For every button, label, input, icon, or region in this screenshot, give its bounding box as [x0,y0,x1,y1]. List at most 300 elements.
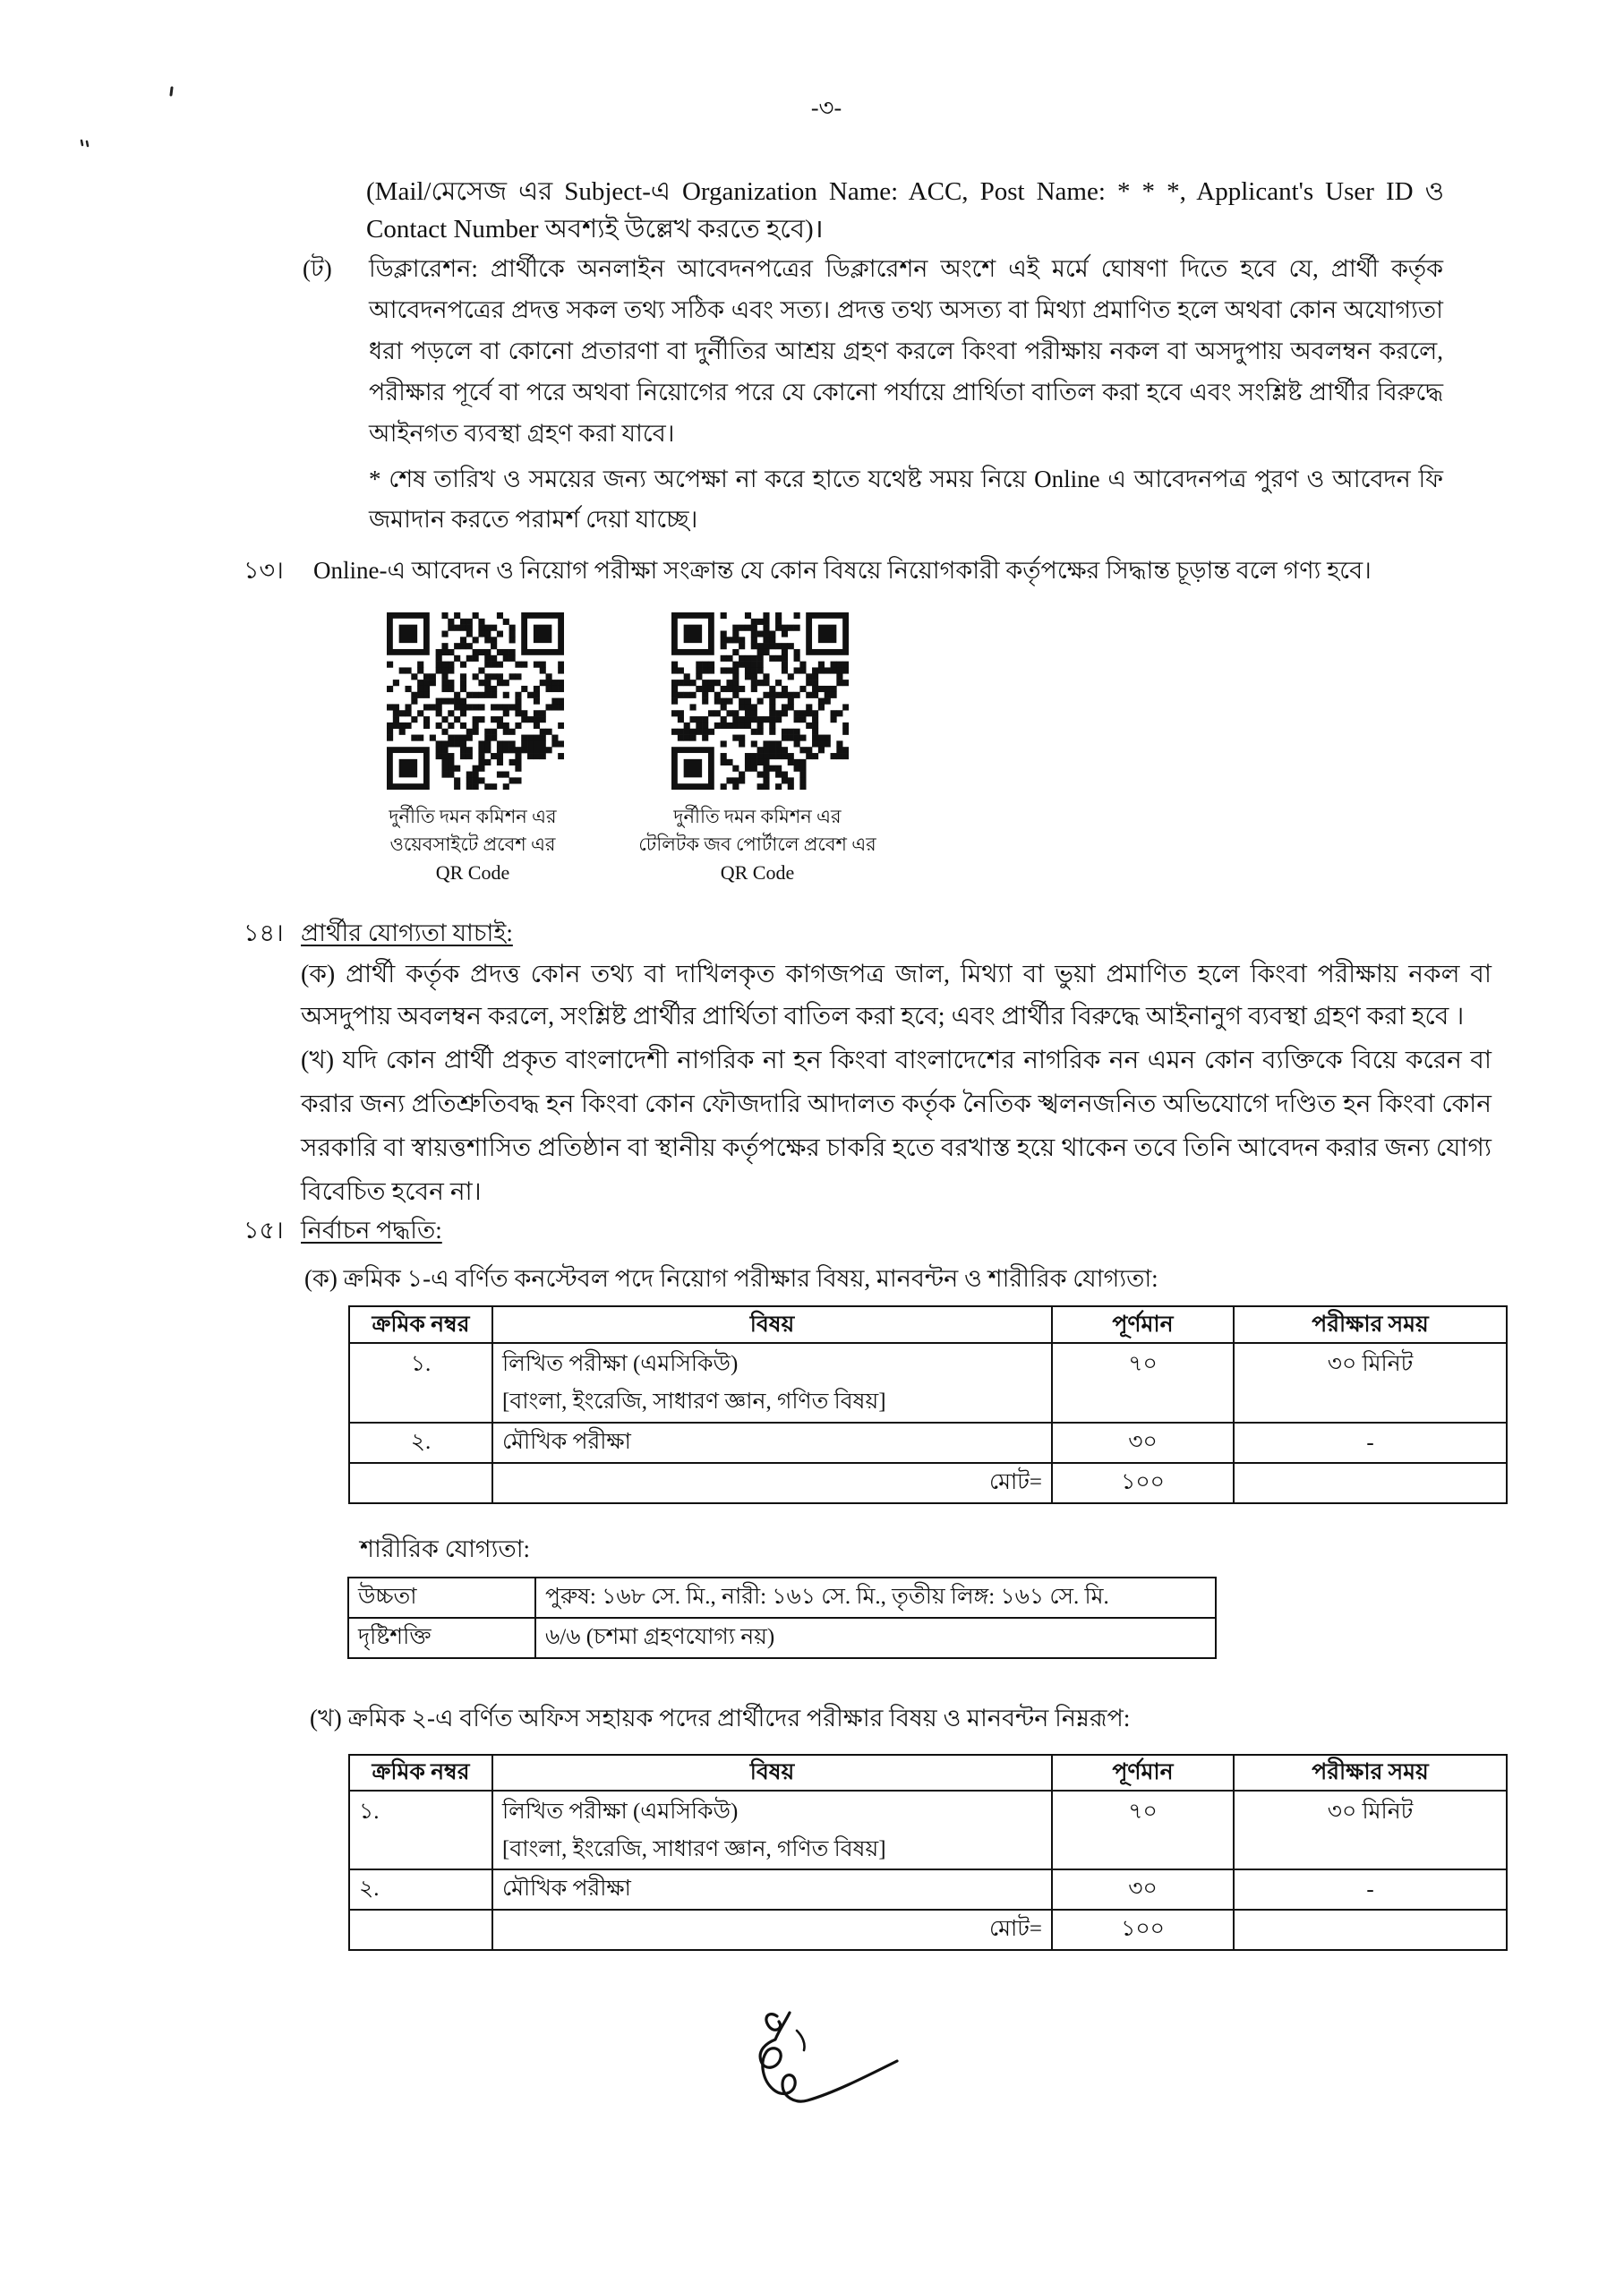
qr-module [818,686,825,692]
qr-module [825,667,831,673]
time-cell: - [1234,1869,1507,1910]
qr-module [521,716,527,723]
qr-module [473,777,479,783]
qr-module [484,692,491,698]
qr-module [745,759,751,765]
qr-module [515,753,521,759]
qr-module [509,673,516,680]
qr-module [732,777,739,783]
qr-module [721,698,727,705]
qr-module [782,777,788,783]
qr-module [794,692,800,698]
qr-module [745,723,751,729]
qr-module [393,704,399,710]
qr-module [812,716,818,723]
qr-module [721,612,727,619]
qr-module [497,723,503,729]
qr-module [417,686,423,692]
qr-module [448,772,454,778]
marks-cell: ৩০ [1052,1423,1234,1463]
qr-module [558,698,564,705]
qr-module [732,630,739,637]
qr-module [782,667,788,673]
qr-module [497,772,503,778]
qr-module [460,673,466,680]
qr-module [806,710,812,716]
qr-module [732,735,739,741]
qr-module [491,716,497,723]
qr-module [782,735,788,741]
qr-module [460,686,466,692]
qr-module [696,673,702,680]
qr-module [757,783,764,790]
qr-module [751,673,757,680]
qr-module [460,747,466,753]
serial-cell: ১. [349,1791,492,1869]
marks-cell: ৩০ [1052,1869,1234,1910]
qr-module [763,680,769,686]
declaration-marker: (ট) [303,255,332,282]
qr-module [799,662,806,668]
qr-module [491,753,497,759]
signature [743,2004,904,2120]
qr-module [436,655,442,662]
qr-module [812,667,818,673]
qr-module [497,747,503,753]
qr-module [799,783,806,790]
qr-module [515,710,521,716]
qr-module [546,747,552,753]
qr-module [399,710,406,716]
qr-module [788,735,794,741]
qr-module [806,747,812,753]
qr-module [739,740,745,747]
qr-module [794,729,800,735]
qr-module [534,753,540,759]
qr-module [473,649,479,655]
qr-module [454,740,460,747]
qr-module [696,723,702,729]
qr-module [782,655,788,662]
qr-module [689,680,696,686]
qr-module [769,643,775,649]
qr-module [708,686,714,692]
qr-module [509,729,516,735]
qr-module [757,759,764,765]
qr-module [478,619,484,625]
qr-module [454,612,460,619]
qr-module [454,716,460,723]
qr-module [757,662,764,668]
qr-module [503,655,509,662]
qr-module [825,740,831,747]
qr-module [702,735,708,741]
qr-module [708,729,714,735]
empty-cell [349,1463,492,1503]
qr-module [503,704,509,710]
qr-module [702,680,708,686]
qr-module [478,667,484,673]
qr-module [399,667,406,673]
qr-module [441,740,448,747]
qr-module [714,710,721,716]
header-full-marks: পূর্ণমান [1052,1306,1234,1343]
qr-module [491,655,497,662]
qr-module [551,698,558,705]
qr-module [818,747,825,753]
qr-module [509,625,516,631]
qr-module [842,667,849,673]
qr-module [411,673,417,680]
qr-module [769,710,775,716]
qr-module [696,662,702,668]
qr-module [702,686,708,692]
qr-module [763,740,769,747]
qr-module [812,735,818,741]
qr-module [497,753,503,759]
qr-module [775,716,782,723]
qr-module [702,729,708,735]
qr-module [448,723,454,729]
qr-module [836,662,842,668]
qr-module [466,735,473,741]
qr-module [708,667,714,673]
qr-module [478,692,484,698]
qr-module [546,686,552,692]
qr-module [745,704,751,710]
qr-module [775,740,782,747]
qr-module [671,686,678,692]
qr-module [466,777,473,783]
website-qr-caption [338,803,607,886]
qr-module [721,704,727,710]
qr-module [831,716,837,723]
qr-module [478,704,484,710]
qr-module [726,655,732,662]
website-qr-code [387,612,564,790]
qr-module [751,740,757,747]
qr-module [441,686,448,692]
item-text: ক্রমিক ১-এ বর্ণিত কনস্টেবল পদে নিয়োগ পরীক্ষার বিষয়, মানবন্টন ও শারীরিক যোগ্যতা: [343,1265,1158,1292]
qr-module [491,704,497,710]
qr-module [478,630,484,637]
qr-module [448,698,454,705]
qr-module [466,643,473,649]
qr-module [842,704,849,710]
qr-module [551,686,558,692]
section-15-heading: নির্বাচন পদ্ধতি: [301,1217,442,1244]
qr-module [473,637,479,643]
qr-module [782,625,788,631]
qr-module [473,716,479,723]
qr-module [757,630,764,637]
qr-module [812,673,818,680]
qr-module [405,704,411,710]
qr-module [714,692,721,698]
qr-module [417,680,423,686]
constable-intro [304,1258,1504,1299]
qr-module [788,729,794,735]
section-13-number: ১৩। [244,557,284,584]
qr-module [473,723,479,729]
qr-module [732,637,739,643]
table-row [349,1423,1507,1463]
qr-module [732,692,739,698]
qr-caption-line: দুর্নীতি দমন কমিশন এর [673,806,842,827]
qr-module [534,735,540,741]
qr-module [751,716,757,723]
qr-module [454,692,460,698]
qr-module [466,772,473,778]
qr-module [739,662,745,668]
qr-module [509,649,516,655]
qr-module [806,704,812,710]
qr-module [448,680,454,686]
requirement-value: ৬/৬ (চশমা গ্রহণযোগ্য নয়) [535,1618,1216,1658]
item-marker: (খ) [310,1705,342,1732]
qr-module [448,735,454,741]
total-marks: ১০০ [1052,1910,1234,1950]
qr-module [751,759,757,765]
qr-module [497,662,503,668]
qr-module [757,649,764,655]
qr-module [423,704,430,710]
qr-module [460,680,466,686]
qr-module [454,625,460,631]
qr-module [732,765,739,772]
qr-module [794,716,800,723]
qr-module [751,619,757,625]
qr-module [812,740,818,747]
qr-module [484,759,491,765]
qr-module [460,637,466,643]
qr-module [836,740,842,747]
qr-module [671,729,678,735]
qr-module [491,686,497,692]
qr-module [794,710,800,716]
qr-module [466,692,473,698]
qr-caption-line: টেলিটক জব পোর্টালে প্রবেশ এর [638,834,876,855]
qr-module [763,649,769,655]
requirement-item: দৃষ্টিশক্তি [348,1618,535,1658]
qr-module [842,729,849,735]
qr-module [399,729,406,735]
header-full-marks: পূর্ণমান [1052,1755,1234,1791]
qr-module [411,716,417,723]
qr-module [732,716,739,723]
qr-module [478,680,484,686]
qr-module [702,667,708,673]
qr-module [497,649,503,655]
qr-module [497,612,503,619]
table-header-row [349,1755,1507,1791]
qr-module [448,619,454,625]
qr-module [726,710,732,716]
qr-module [702,716,708,723]
qr-module [497,680,503,686]
qr-caption-label: QR Code [720,861,795,884]
qr-module [417,667,423,673]
qr-module [751,710,757,716]
header-exam-time: পরীক্ষার সময় [1234,1306,1507,1343]
qr-module [436,723,442,729]
qr-module [799,716,806,723]
qr-module [763,625,769,631]
qr-module [540,740,546,747]
qr-module [689,729,696,735]
qr-module [831,686,837,692]
qr-module [726,680,732,686]
table-total-row [349,1463,1507,1503]
qr-module [782,649,788,655]
qr-module [745,673,751,680]
qr-module [448,649,454,655]
qr-module [558,686,564,692]
qr-module [788,625,794,631]
header-subject: বিষয় [492,1306,1052,1343]
qr-module [739,704,745,710]
qr-module [460,723,466,729]
qr-module [763,759,769,765]
qr-module [527,747,534,753]
qr-module [671,698,678,705]
qr-module [769,637,775,643]
qr-module [842,747,849,753]
qr-module [684,680,690,686]
qr-module [515,698,521,705]
qr-module [799,667,806,673]
qr-module [460,740,466,747]
qr-module [763,692,769,698]
qr-module [842,753,849,759]
qr-module [842,723,849,729]
qr-module [775,765,782,772]
qr-module [775,680,782,686]
job-portal-qr-code [671,612,849,790]
qr-module [534,625,551,643]
qr-module [678,716,684,723]
qr-module [411,692,417,698]
qr-module [794,740,800,747]
total-marks: ১০০ [1052,1463,1234,1503]
qr-module [387,729,393,735]
qr-module [509,704,516,710]
qr-module [484,637,491,643]
qr-module [726,637,732,643]
physical-requirements-table [347,1577,1217,1659]
qr-module [763,765,769,772]
qr-module [399,625,417,643]
qr-module [739,625,745,631]
qr-module [782,704,788,710]
qr-module [405,723,411,729]
qr-module [454,698,460,705]
qr-module [423,686,430,692]
qr-module [757,667,764,673]
qr-module [782,662,788,668]
qr-module [831,667,837,673]
qr-module [393,723,399,729]
qr-module [818,667,825,673]
qr-module [769,740,775,747]
qr-module [491,673,497,680]
qr-module [671,680,678,686]
requirement-item: উচ্চতা [348,1578,535,1618]
qr-module [405,710,411,716]
qr-module [521,710,527,716]
qr-module [460,704,466,710]
total-label: মোট= [492,1463,1052,1503]
qr-module [732,649,739,655]
qr-module [769,747,775,753]
qr-module [799,765,806,772]
qr-module [739,698,745,705]
qr-module [540,729,546,735]
qr-module [558,740,564,747]
qr-module [763,783,769,790]
qr-module [721,723,727,729]
qr-module [411,698,417,705]
qr-module [708,662,714,668]
qr-module [799,772,806,778]
qr-module [769,704,775,710]
qr-module [763,772,769,778]
qr-module [751,667,757,673]
qr-module [782,686,788,692]
qr-module [399,759,417,777]
header-serial: ক্রমিক নম্বর [349,1755,492,1791]
qr-module [794,759,800,765]
qr-module [739,723,745,729]
qr-module [825,735,831,741]
qr-module [726,777,732,783]
qr-module [769,692,775,698]
qr-module [509,740,516,747]
qr-module [671,662,678,668]
qr-module [484,783,491,790]
application-note: (Mail/মেসেজ এর Subject-এ Organization Name: ACC, Post Name: * * *, Applicant's User ID ও Contact Number অবশ্যই উল্লেখ করতে হবে)। [366,177,1444,244]
qr-module [387,686,393,692]
qr-module [448,759,454,765]
table-total-row [349,1910,1507,1950]
qr-module [782,729,788,735]
qr-module [473,612,479,619]
time-cell: - [1234,1423,1507,1463]
qr-module [441,612,448,619]
qr-module [757,619,764,625]
qr-module [745,612,751,619]
qr-module [441,765,448,772]
qr-module [739,643,745,649]
qr-module [836,680,842,686]
qr-module [788,673,794,680]
qr-module [441,772,448,778]
qr-module [714,723,721,729]
qr-module [763,673,769,680]
qr-module [534,698,540,705]
qr-module [484,630,491,637]
qr-module [788,704,794,710]
qr-module [818,662,825,668]
header-subject: বিষয় [492,1755,1052,1791]
qr-module [448,662,454,668]
qr-module [782,643,788,649]
qr-module [721,643,727,649]
qr-module [436,667,442,673]
qr-module [782,753,788,759]
qr-module [806,680,812,686]
header-serial: ক্রমিক নম্বর [349,1306,492,1343]
